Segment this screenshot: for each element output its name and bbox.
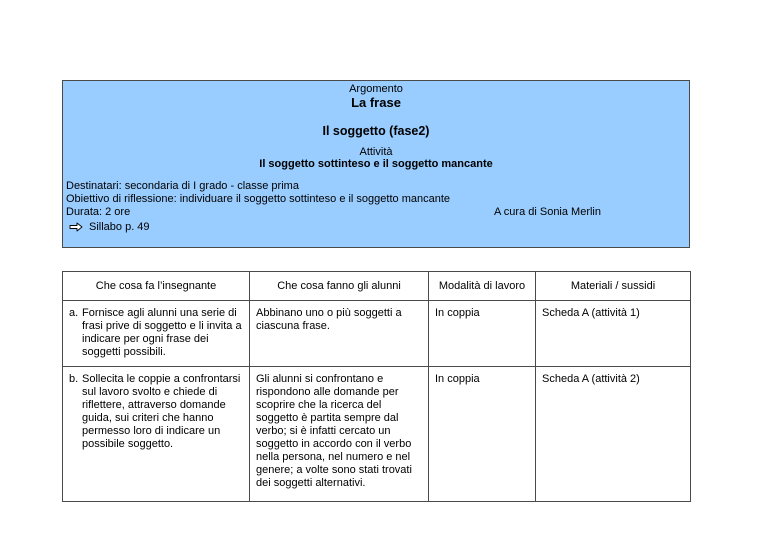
obiettivo-text: Obiettivo di riflessione: individuare il soggetto sottinteso e il soggetto mancante [66,193,450,205]
column-header-teacher: Che cosa fa l’insegnante [63,272,250,301]
lesson-subtitle: Il soggetto (fase2) [322,124,430,138]
destinatari-text: Destinatari: secondaria di I grado - classe prima [66,180,299,192]
attivita-title: Il soggetto sottinteso e il soggetto mancante [259,158,493,170]
mode-cell: In coppia [429,301,536,367]
column-header-students: Che cosa fanno gli alunni [250,272,429,301]
mode-cell: In coppia [429,367,536,502]
arrow-right-outline-icon [69,222,83,232]
activity-table [62,271,691,502]
materials-cell: Scheda A (attività 1) [536,301,691,367]
table-row [63,367,691,502]
students-cell: Gli alunni si confrontano e rispondono alle domande per scoprire che la ricerca del soggetto è partita sempre dal verbo; si è infatti cercato un soggetto in accordo con il verbo nella persona, nel numero e nel genere; a volte sono stati trovati dei soggetti alternativi. [250,367,429,502]
column-header-mode: Modalità di lavoro [429,272,536,301]
table-header-row [63,272,691,301]
column-header-materials: Materiali / sussidi [536,272,691,301]
list-marker: a. [69,307,79,319]
lesson-title: La frase [351,95,401,110]
attivita-label: Attività [359,146,393,158]
teacher-cell [63,367,250,502]
argomento-label: Argomento [349,83,403,95]
teacher-cell [63,301,250,367]
teacher-text: Sollecita le coppie a confrontarsi sul lavoro svolto e chiede di riflettere, attraverso domande guida, sui criteri che hanno permesso loro di indicare un possibile soggetto. [82,373,241,450]
author-credit: A cura di Sonia Merlin [494,206,601,218]
table-row [63,301,691,367]
list-marker: b. [69,373,79,385]
sillabo-text: Sillabo p. 49 [89,221,150,233]
students-cell: Abbinano uno o più soggetti a ciascuna frase. [250,301,429,367]
teacher-text: Fornisce agli alunni una serie di frasi prive di soggetto e li invita a indicare per ogni frase dei soggetti possibili. [82,307,242,358]
materials-cell: Scheda A (attività 2) [536,367,691,502]
durata-text: Durata: 2 ore [66,206,131,218]
lesson-header [62,80,690,248]
sillabo-link[interactable] [69,221,150,233]
